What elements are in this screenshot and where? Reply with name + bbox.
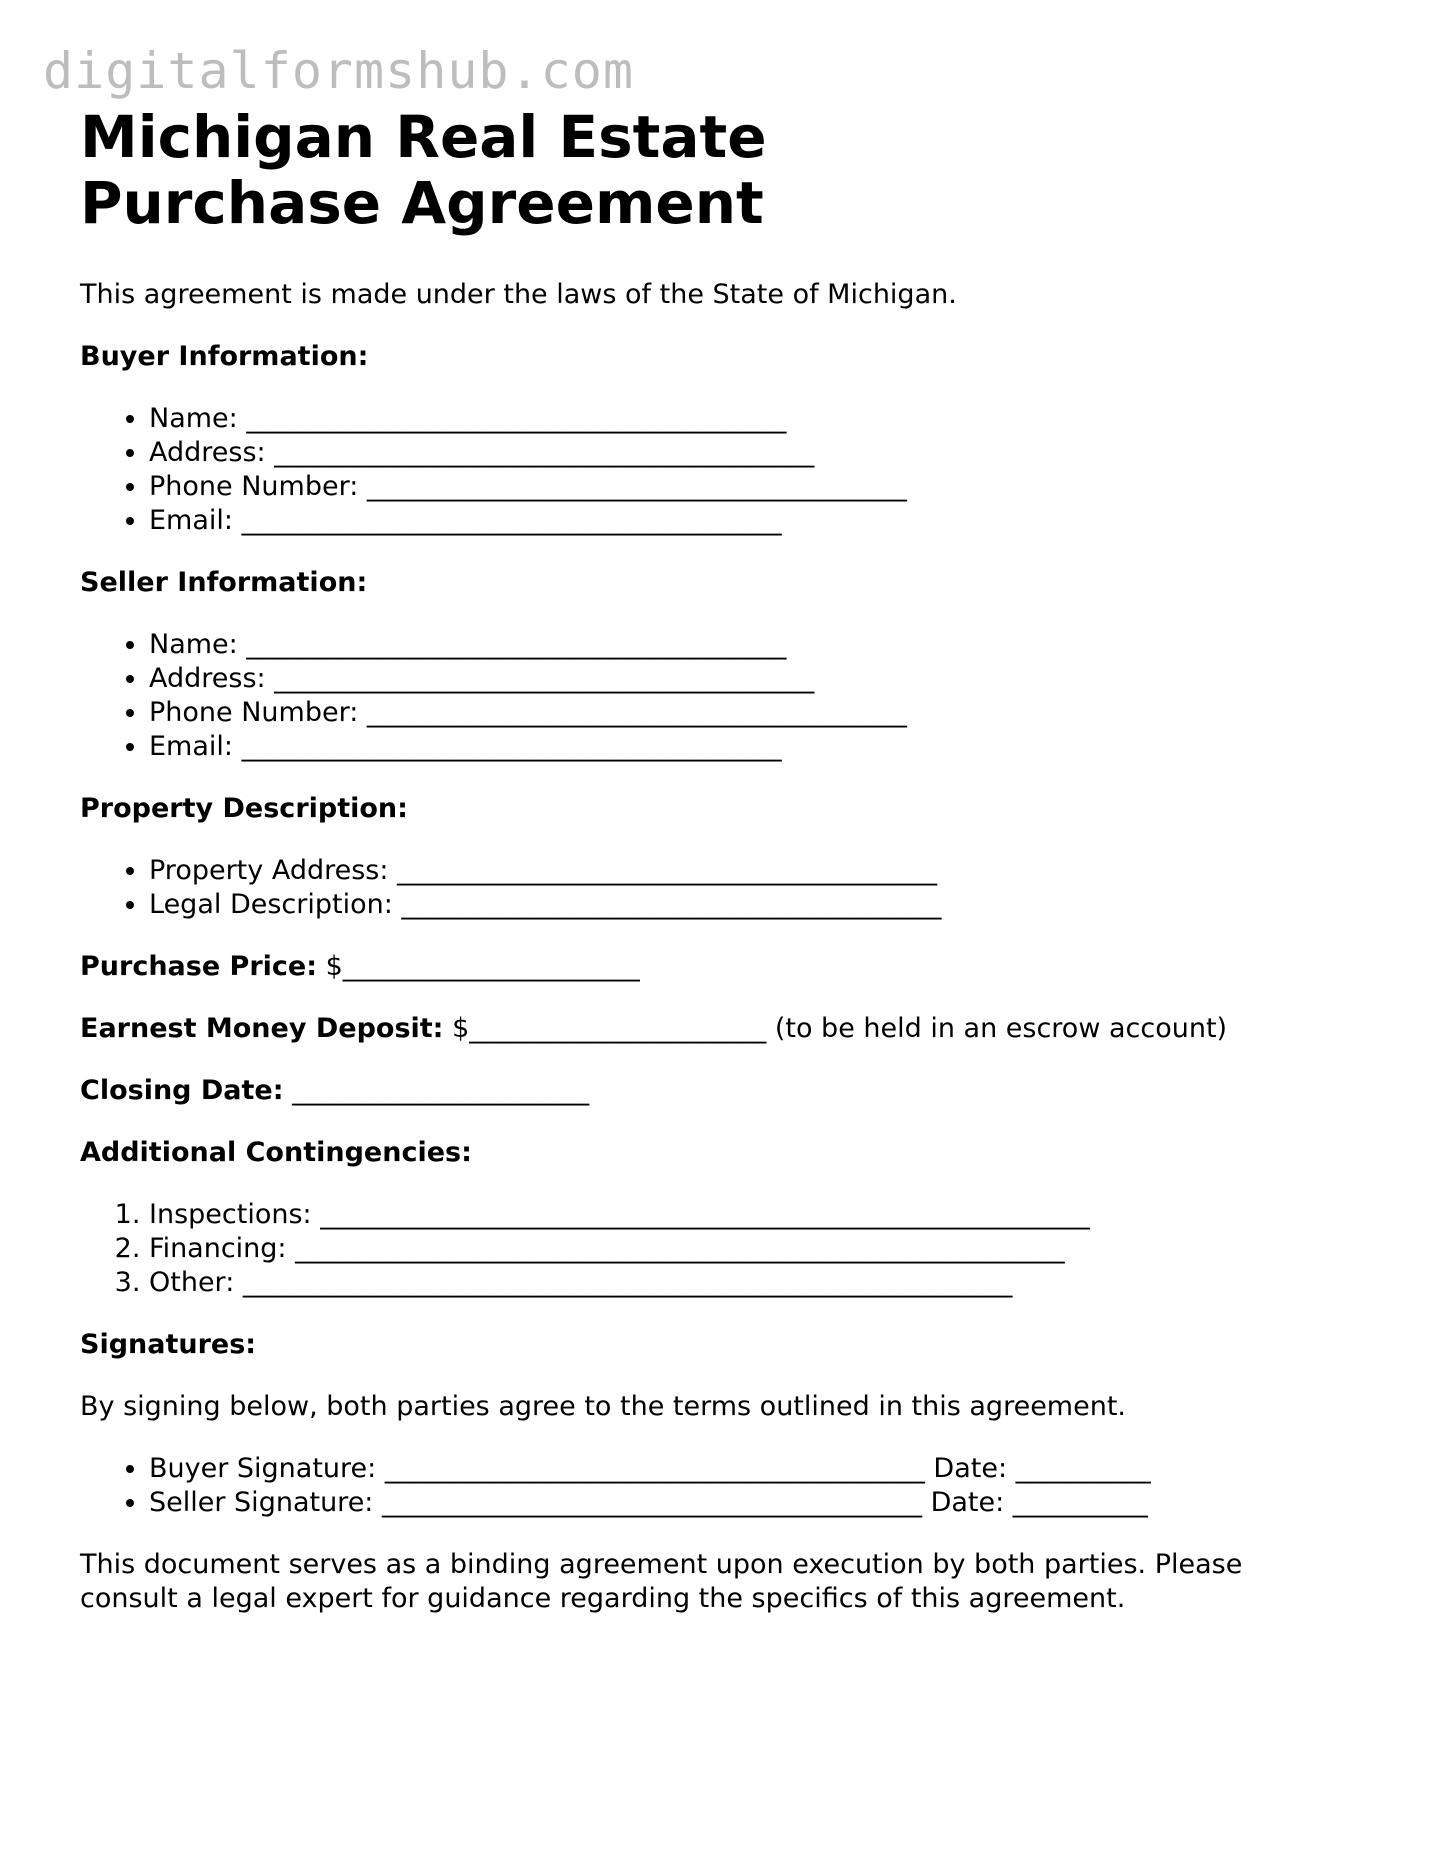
buyer-address-field[interactable]: • Address: ________________________________________ [149,436,1340,470]
buyer-heading [80,340,1340,374]
earnest-money-line [80,1012,1340,1046]
buyer-email-field[interactable]: • Email: ________________________________________ [149,504,1340,538]
page-title: Michigan Real Estate Purchase Agreement [80,103,767,237]
seller-heading [80,566,1340,600]
other-contingency-field[interactable]: 3. Other: _________________________________________________________ [149,1266,1340,1300]
buyer-heading-label: Buyer Information: [80,341,369,372]
buyer-list [80,402,1340,538]
purchase-price-line [80,950,1340,984]
buyer-phone-field[interactable]: • Phone Number: ________________________________________ [149,470,1340,504]
purchase-price-field[interactable]: $______________________ [317,951,640,982]
earnest-money-label: Earnest Money Deposit: [80,1013,444,1044]
property-heading-label: Property Description: [80,793,408,824]
signatures-heading [80,1328,1340,1362]
legal-description-field[interactable]: • Legal Description: ________________________________________ [149,888,1340,922]
intro-text: This agreement is made under the laws of the State of Michigan. [80,279,957,310]
seller-phone-field[interactable]: • Phone Number: ________________________________________ [149,696,1340,730]
property-address-field[interactable]: • Property Address: ________________________________________ [149,854,1340,888]
seller-list [80,628,1340,764]
buyer-name-field[interactable]: • Name: ________________________________________ [149,402,1340,436]
financing-field[interactable]: 2. Financing: _________________________________________________________ [149,1232,1340,1266]
property-heading [80,792,1340,826]
property-list [80,854,1340,922]
contingencies-heading-label: Additional Contingencies: [80,1137,472,1168]
inspections-field[interactable]: 1. Inspections: _________________________________________________________ [149,1198,1340,1232]
seller-email-field[interactable]: • Email: ________________________________________ [149,730,1340,764]
watermark: digitalformshub.com [43,42,634,100]
closing-note: This document serves as a binding agreement upon execution by both parties. Please consult a legal expert for guidance regarding the specifics of this agreement. [80,1549,1243,1614]
contingencies-heading [80,1136,1340,1170]
contingencies-list [80,1198,1340,1300]
seller-address-field[interactable]: • Address: ________________________________________ [149,662,1340,696]
signatures-list [80,1452,1340,1520]
buyer-signature-field[interactable]: • Buyer Signature: ________________________________________ Date: __________ [149,1452,1340,1486]
purchase-price-label: Purchase Price: [80,951,318,982]
signatures-heading-label: Signatures: [80,1329,257,1360]
closing-date-line [80,1074,1340,1108]
document [80,104,1340,1644]
closing-date-field[interactable]: ______________________ [283,1075,590,1106]
earnest-money-field[interactable]: $______________________ (to be held in an escrow account) [443,1013,1228,1044]
seller-heading-label: Seller Information: [80,567,368,598]
seller-name-field[interactable]: • Name: ________________________________________ [149,628,1340,662]
signatures-intro: By signing below, both parties agree to the terms outlined in this agreement. [80,1391,1126,1422]
seller-signature-field[interactable]: • Seller Signature: ________________________________________ Date: __________ [149,1486,1340,1520]
closing-date-label: Closing Date: [80,1075,284,1106]
